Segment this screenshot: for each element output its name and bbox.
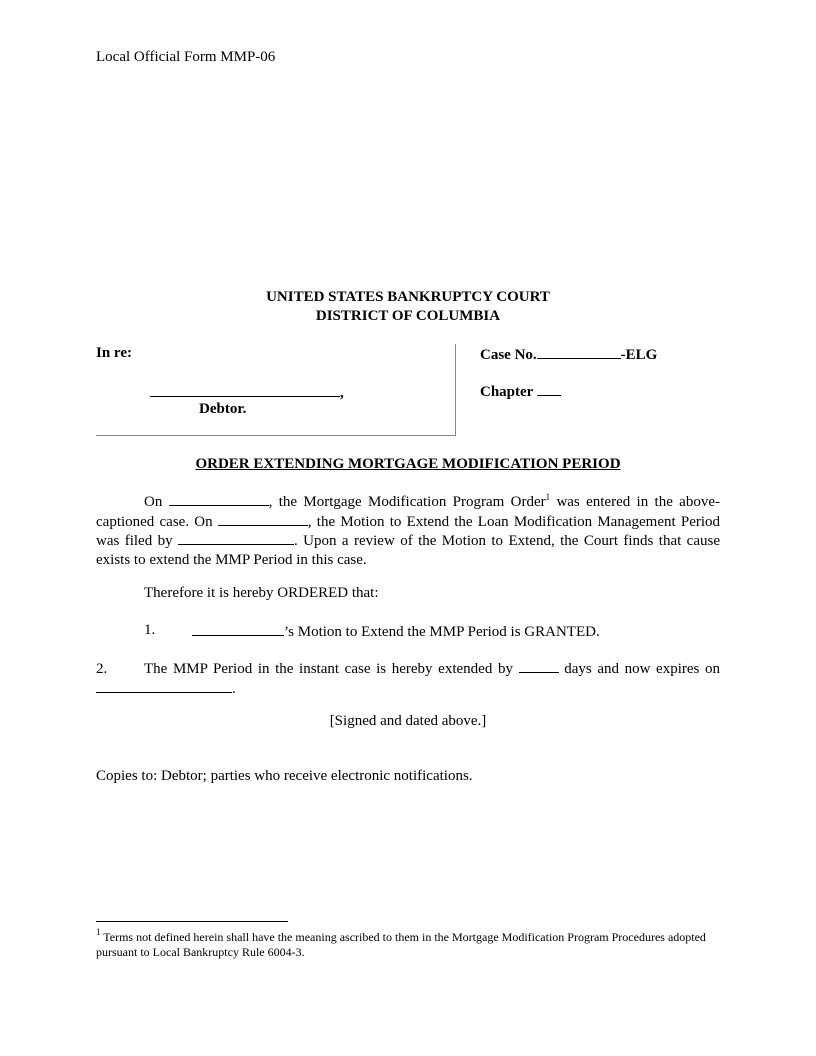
days-blank (519, 659, 559, 673)
case-no-blank (537, 345, 621, 359)
footnote-marker: 1 (96, 927, 101, 937)
court-district: DISTRICT OF COLUMBIA (315, 308, 501, 324)
debtor-name-blank (150, 383, 340, 397)
court-name: UNITED STATES BANKRUPTCY COURT (266, 289, 550, 305)
item-2: 2. The MMP Period in the instant case is hereby extended by days and now expires on . (96, 661, 720, 697)
filer-blank (178, 531, 294, 545)
chapter-blank (537, 382, 561, 396)
copies-to: Copies to: Debtor; parties who receive electronic notifications. (96, 768, 473, 784)
chapter-label: Chapter (480, 384, 534, 400)
footnote-separator (96, 921, 288, 922)
debtor-name-line (150, 383, 344, 402)
footnote-ref: 1 (545, 492, 551, 502)
signed-dated-note: [Signed and dated above.] (329, 713, 487, 729)
item-1-number: 1. (144, 622, 156, 638)
item-2-number: 2. (96, 661, 108, 677)
caption-horizontal-divider (96, 435, 456, 436)
case-no-suffix: -ELG (620, 347, 658, 363)
expiry-date-blank (96, 679, 232, 693)
item-1-text: ’s Motion to Extend the MMP Period is GRANTED. (192, 622, 600, 641)
debtor-label: Debtor. (199, 401, 247, 417)
footnote (96, 927, 720, 960)
caption-vertical-divider (455, 344, 456, 436)
order-date-blank (169, 492, 269, 506)
debtor-comma: , (340, 385, 344, 401)
in-re-label: In re: (96, 345, 132, 361)
order-title: ORDER EXTENDING MORTGAGE MODIFICATION PERIOD (195, 456, 621, 472)
chapter (480, 382, 561, 401)
footnote-text: Terms not defined herein shall have the meaning ascribed to them in the Mortgage Modification Program Procedures adopted pursuant to Local Bankruptcy Rule 6004-3. (96, 930, 706, 959)
movant-blank (192, 622, 284, 636)
motion-date-blank (218, 512, 308, 526)
case-no-label: Case No. (480, 347, 537, 363)
form-label: Local Official Form MMP-06 (96, 49, 276, 65)
therefore-line: Therefore it is hereby ORDERED that: (144, 585, 379, 601)
order-paragraph-1: On , the Mortgage Modification Program Order$^1$ was entered in the above-captioned case. On , the Motion to Extend the Loan Modification Management Period was filed by . Upon a review of the Motion to Extend, the Court finds that cause exists to extend the MMP Period in this case. (96, 492, 721, 568)
case-number (480, 345, 657, 364)
